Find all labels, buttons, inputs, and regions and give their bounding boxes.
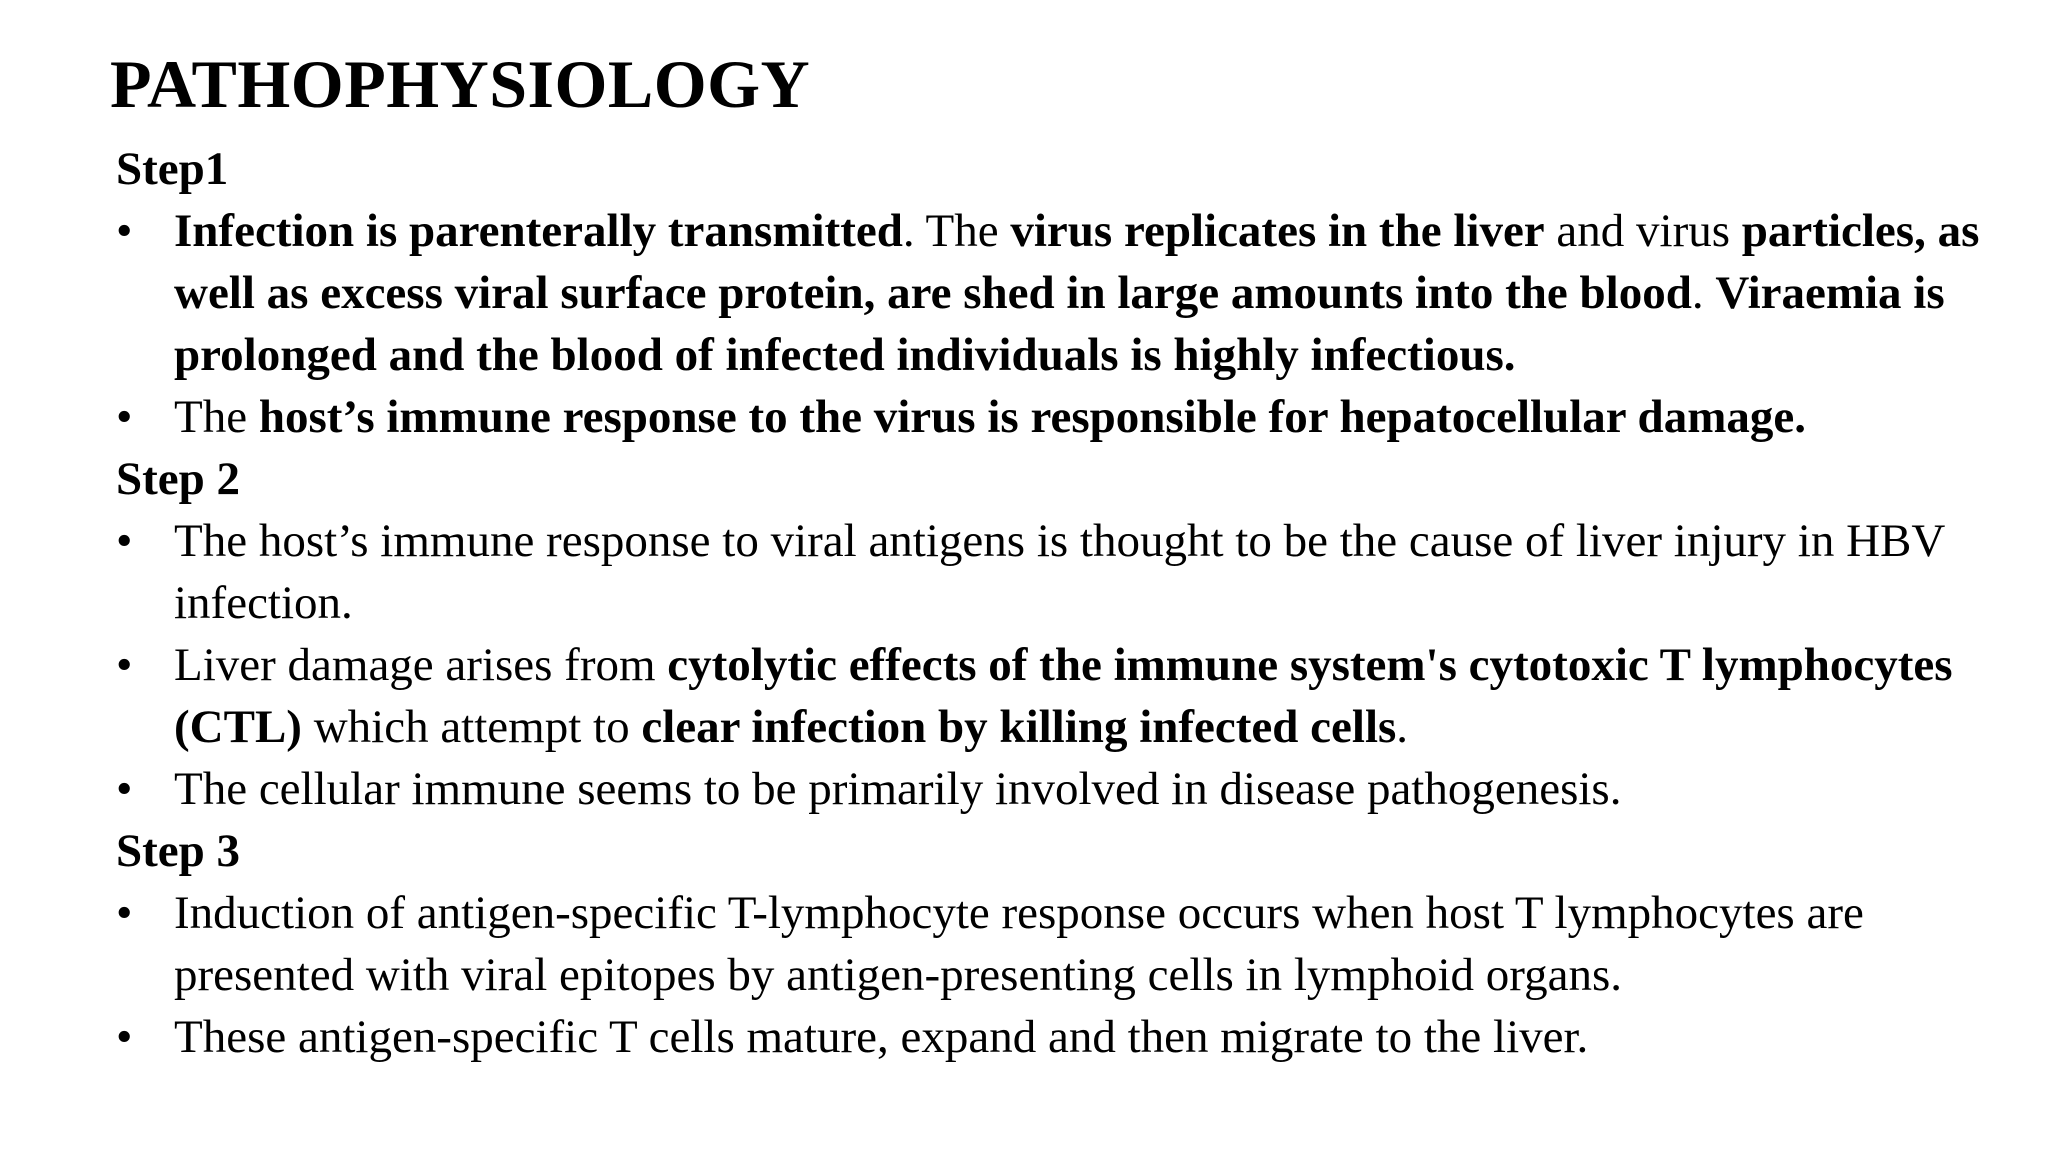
bullet-item <box>116 758 2036 820</box>
bullet-dot-icon: • <box>116 515 133 567</box>
text-segment: Induction of antigen-specific T-lymphocyte response occurs when host T lymphocytes are presented with viral epitopes by antigen-presenting cells in lymphoid organs. <box>174 887 1864 1001</box>
text-segment: . <box>1691 267 1716 319</box>
bullet-list <box>116 882 2036 1068</box>
text-segment: which attempt to <box>301 701 642 753</box>
bullet-item <box>116 386 2036 448</box>
bullet-item <box>116 882 2036 1006</box>
bullet-dot-icon: • <box>116 763 133 815</box>
bullet-list <box>116 200 2036 448</box>
bold-text: Infection is parenterally transmitted <box>174 205 903 257</box>
bullet-dot-icon: • <box>116 887 133 939</box>
text-segment: The host’s immune response to viral antigens is thought to be the cause of liver injury in HBV infection. <box>174 515 1945 629</box>
text-segment: . The <box>902 205 1011 257</box>
text-segment: Liver damage arises from <box>174 639 668 691</box>
bullet-item <box>116 1006 2036 1068</box>
bold-text: virus replicates in the liver <box>1010 205 1545 257</box>
bullet-dot-icon: • <box>116 391 133 443</box>
step-heading: Step 2 <box>116 453 241 505</box>
step-heading: Step1 <box>116 143 229 195</box>
bold-text: clear infection by killing infected cells <box>641 701 1397 753</box>
bullet-item <box>116 634 2036 758</box>
bullet-dot-icon: • <box>116 205 133 257</box>
bold-text: particles, as well as excess viral surface protein, are shed in large amounts into the blood <box>174 205 1980 319</box>
text-segment: These antigen-specific T cells mature, expand and then migrate to the liver. <box>174 1011 1589 1063</box>
bullet-item <box>116 510 2036 634</box>
bold-text: Viraemia is prolonged and the blood of infected individuals is highly infectious. <box>174 267 1945 381</box>
page-title: PATHOPHYSIOLOGY <box>110 46 811 122</box>
bullet-dot-icon: • <box>116 1011 133 1063</box>
text-segment: The cellular immune seems to be primarily involved in disease pathogenesis. <box>174 763 1622 815</box>
text-segment: The <box>174 391 259 443</box>
bullet-list <box>116 510 2036 820</box>
bullet-dot-icon: • <box>116 639 133 691</box>
text-segment: and virus <box>1544 205 1742 257</box>
bullet-item <box>116 200 2036 386</box>
bold-text: cytolytic effects of the immune system's cytotoxic T lymphocytes (CTL) <box>174 639 1953 753</box>
step-heading: Step 3 <box>116 825 241 877</box>
slide-content <box>116 138 2036 1068</box>
bold-text: host’s immune response to the virus is responsible for hepatocellular damage. <box>258 391 1806 443</box>
text-segment: . <box>1396 701 1409 753</box>
